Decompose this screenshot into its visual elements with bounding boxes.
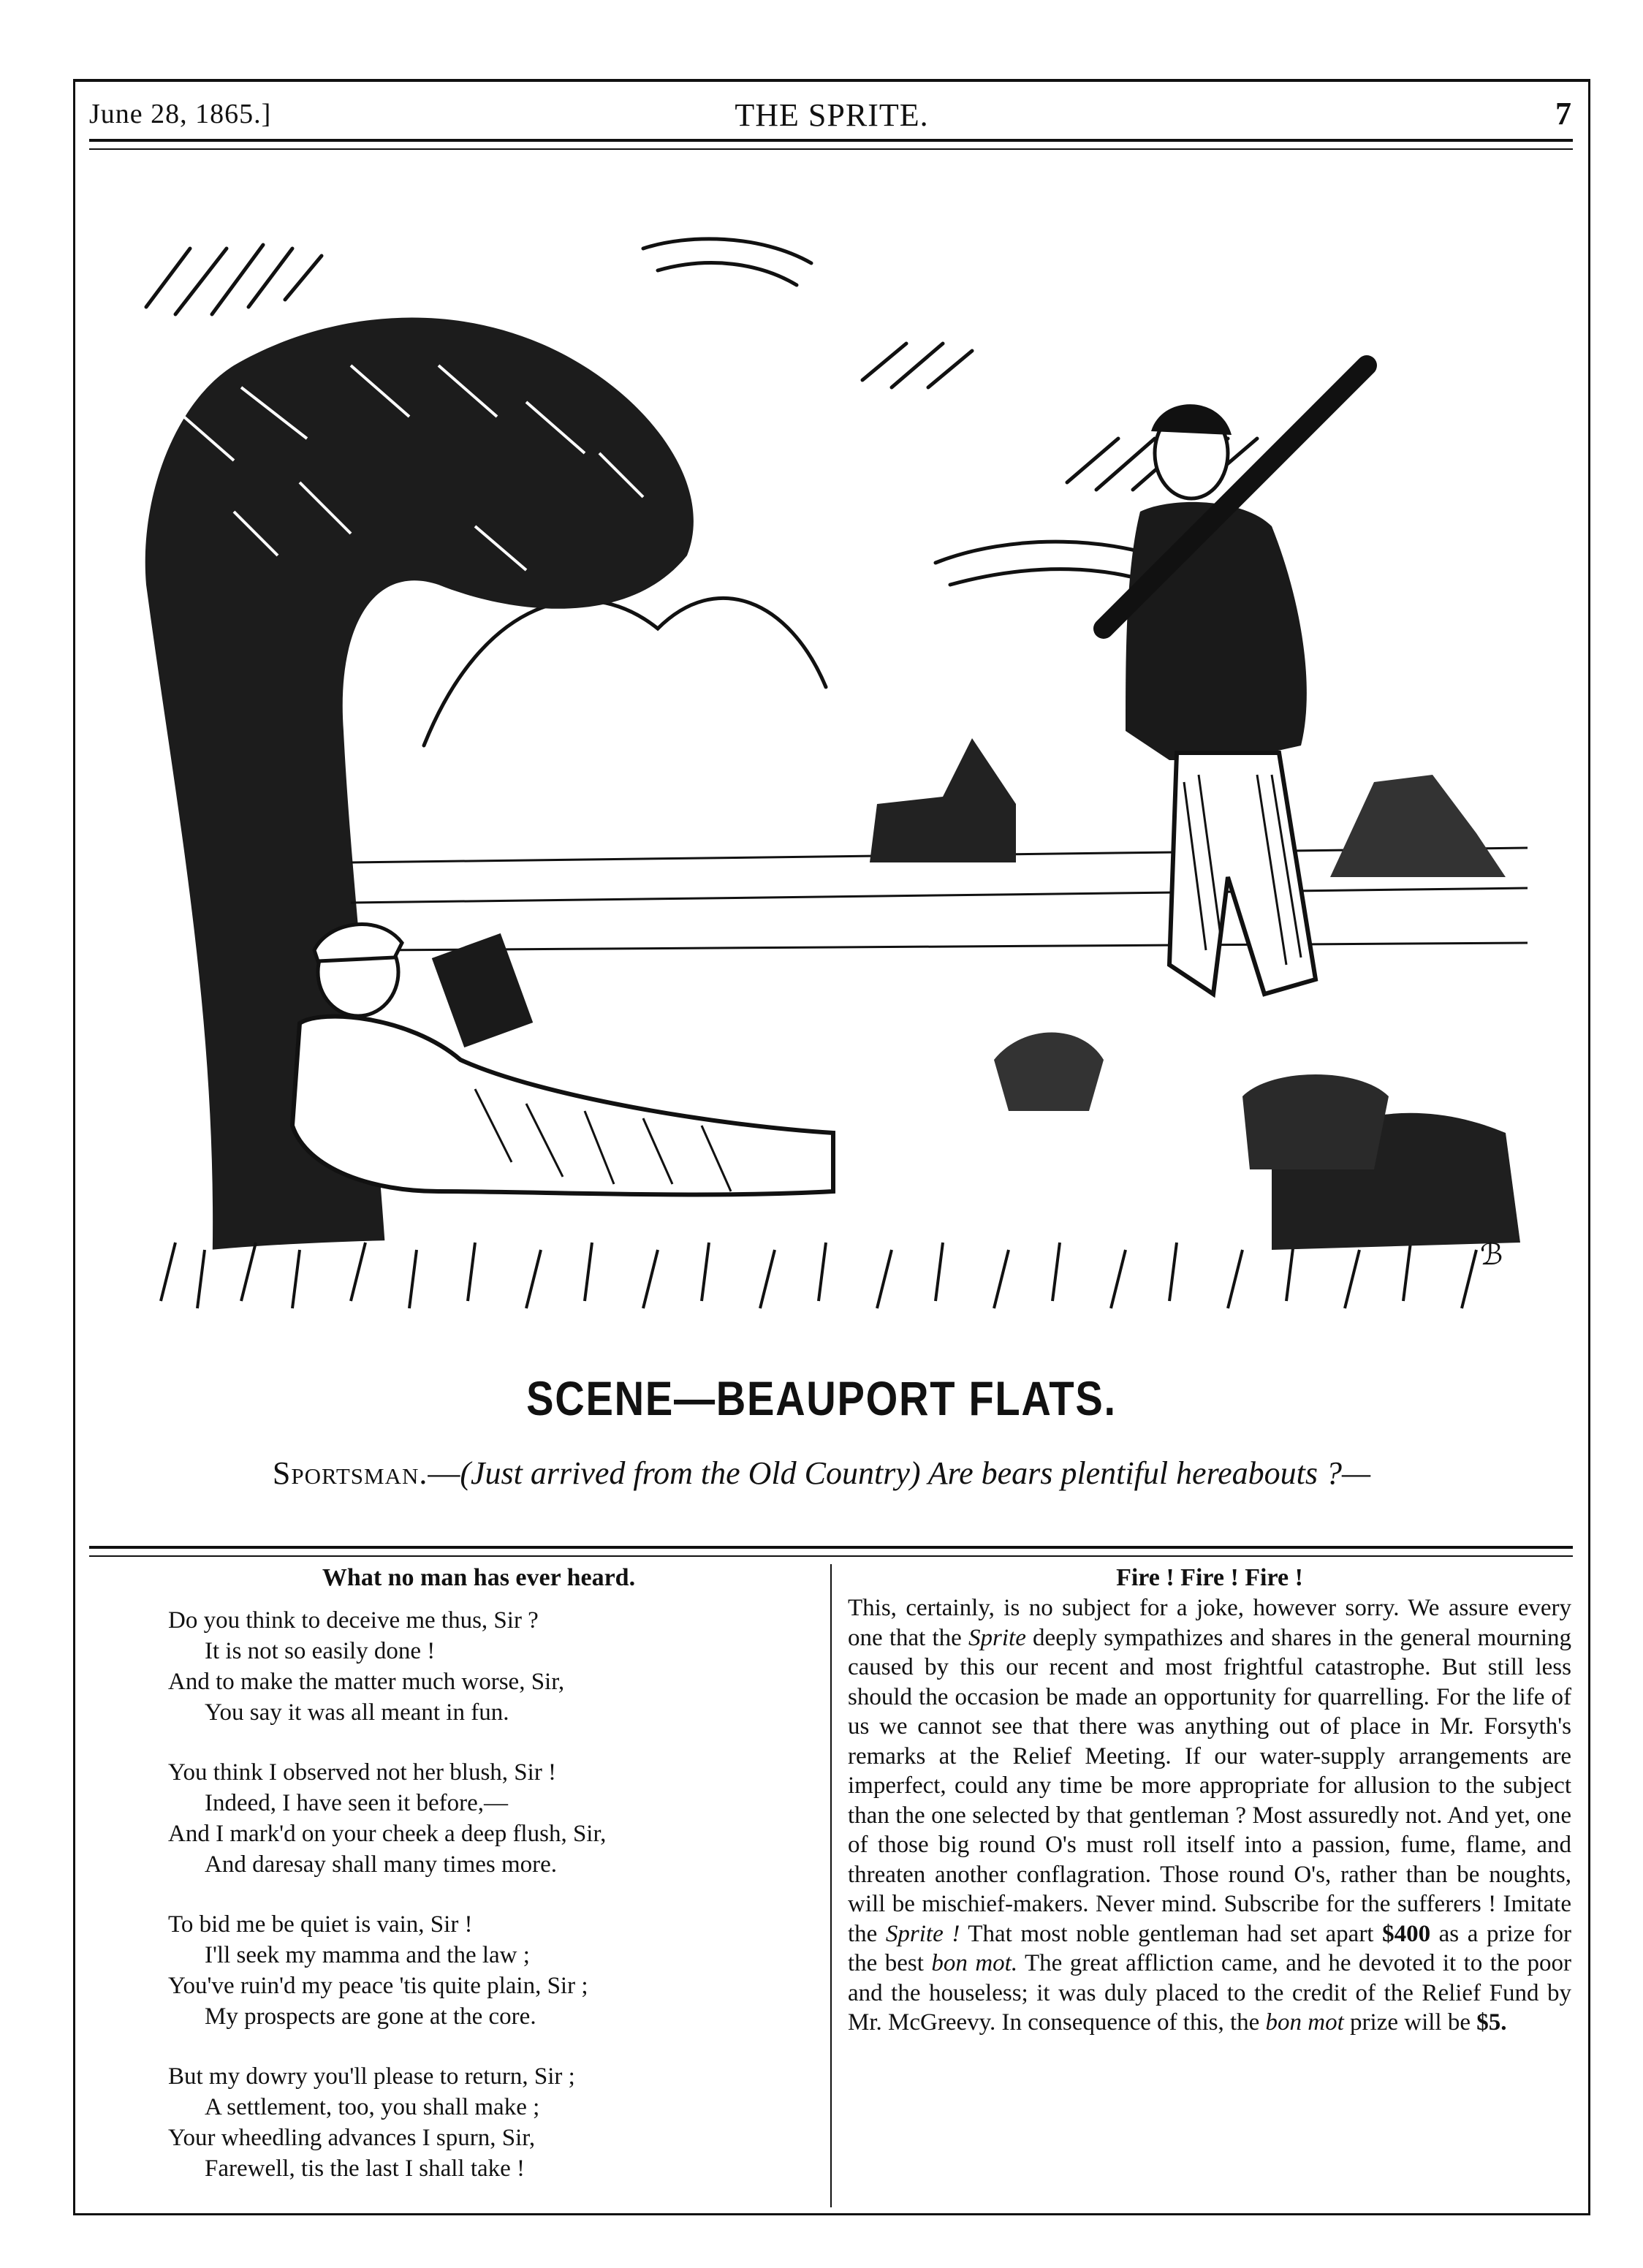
poem-stanza xyxy=(168,2061,811,2184)
poem-line: And to make the matter much worse, Sir, xyxy=(168,1669,565,1695)
article-body: This, certainly, is no subject for a joke, however sorry. We assure every one that the Sprite deeply sympathizes and shares in the general mourning caused by this our recent and most frightful catastrophe. But still less should the occasion be made an opportunity for quarrelling. For the life of us we cannot see that there was anything out of place in Mr. Forsyth's remarks at the Relief Meeting. If our water-supply arrangements are imperfect, could any time be more appropriate for allusion to the subject than the one selected by that gentleman ? Most assuredly not. And yet, one of those big round O's must roll itself into a passion, fume, flame, and threaten another conflagration. Those round O's, rather than be noughts, will be mischief-makers. Never mind. Subscribe for the sufferers ! Imitate the Sprite ! That most noble gentleman had set apart $400 as a prize for the best bon mot. The great affliction came, and he devoted it to the poor and the houseless; it was duly placed to the credit of the Relief Fund by Mr. McGreevy. In consequence of this, the bon mot prize will be $5. xyxy=(848,1595,1572,2036)
article-column xyxy=(848,1564,1571,2038)
section-rule xyxy=(89,1546,1573,1557)
poem-stanza xyxy=(168,1909,811,2032)
column-divider xyxy=(830,1564,832,2207)
poem-line: Your wheedling advances I spurn, Sir, xyxy=(168,2125,536,2151)
prize-amount: $5. xyxy=(1476,2009,1507,2036)
issue-date: June 28, 1865.] xyxy=(89,99,272,129)
bon-mot: bon mot xyxy=(1265,2009,1344,2036)
article-title: Fire ! Fire ! Fire ! xyxy=(1116,1564,1303,1591)
poem-line: You've ruin'd my peace 'tis quite plain, Sir ; xyxy=(168,1973,588,1999)
poem-line: Do you think to deceive me thus, Sir ? xyxy=(168,1607,539,1634)
caption-dash: — xyxy=(428,1455,460,1491)
masthead-title: THE SPRITE. xyxy=(735,97,929,133)
poem-line: To bid me be quiet is vain, Sir ! xyxy=(168,1911,473,1938)
header-rule xyxy=(89,139,1573,150)
poem-line: My prospects are gone at the core. xyxy=(205,2003,536,2030)
engraving-illustration xyxy=(132,219,1542,1345)
poem-line: Farewell, tis the last I shall take ! xyxy=(205,2155,525,2182)
poem-line: Indeed, I have seen it before,— xyxy=(205,1790,509,1816)
poem-line: But my dowry you'll please to return, Sir ; xyxy=(168,2063,575,2090)
poem-line: And I mark'd on your cheek a deep flush, Sir, xyxy=(168,1821,607,1847)
cartoon-title: SCENE—BEAUPORT FLATS. xyxy=(526,1371,1117,1425)
sprite-name: Sprite ! xyxy=(885,1920,960,1947)
caption-line: Are bears plentiful hereabouts ?— xyxy=(920,1455,1371,1491)
poem-stanza xyxy=(168,1605,811,1728)
prize-amount: $400 xyxy=(1382,1920,1431,1947)
poem-line: A settlement, too, you shall make ; xyxy=(205,2094,540,2120)
cartoon-caption xyxy=(0,1455,1643,1492)
caption-direction: (Just arrived from the Old Country) xyxy=(460,1455,921,1491)
poem-line: You think I observed not her blush, Sir ! xyxy=(168,1759,557,1786)
poem-title: What no man has ever heard. xyxy=(322,1564,636,1591)
poem-column xyxy=(168,1564,811,2184)
poem-line: I'll seek my mamma and the law ; xyxy=(205,1942,530,1968)
sprite-name: Sprite xyxy=(968,1624,1026,1651)
bon-mot: bon mot. xyxy=(931,1950,1018,1976)
page-header xyxy=(73,79,1590,148)
poem-stanza xyxy=(168,1757,811,1880)
caption-speaker: Sportsman. xyxy=(272,1455,428,1491)
poem-line: It is not so easily done ! xyxy=(205,1638,436,1664)
page-number: 7 xyxy=(1555,96,1571,132)
artist-signature: ℬ xyxy=(1480,1238,1503,1272)
poem-line: You say it was all meant in fun. xyxy=(205,1699,509,1726)
poem-line: And daresay shall many times more. xyxy=(205,1851,558,1878)
